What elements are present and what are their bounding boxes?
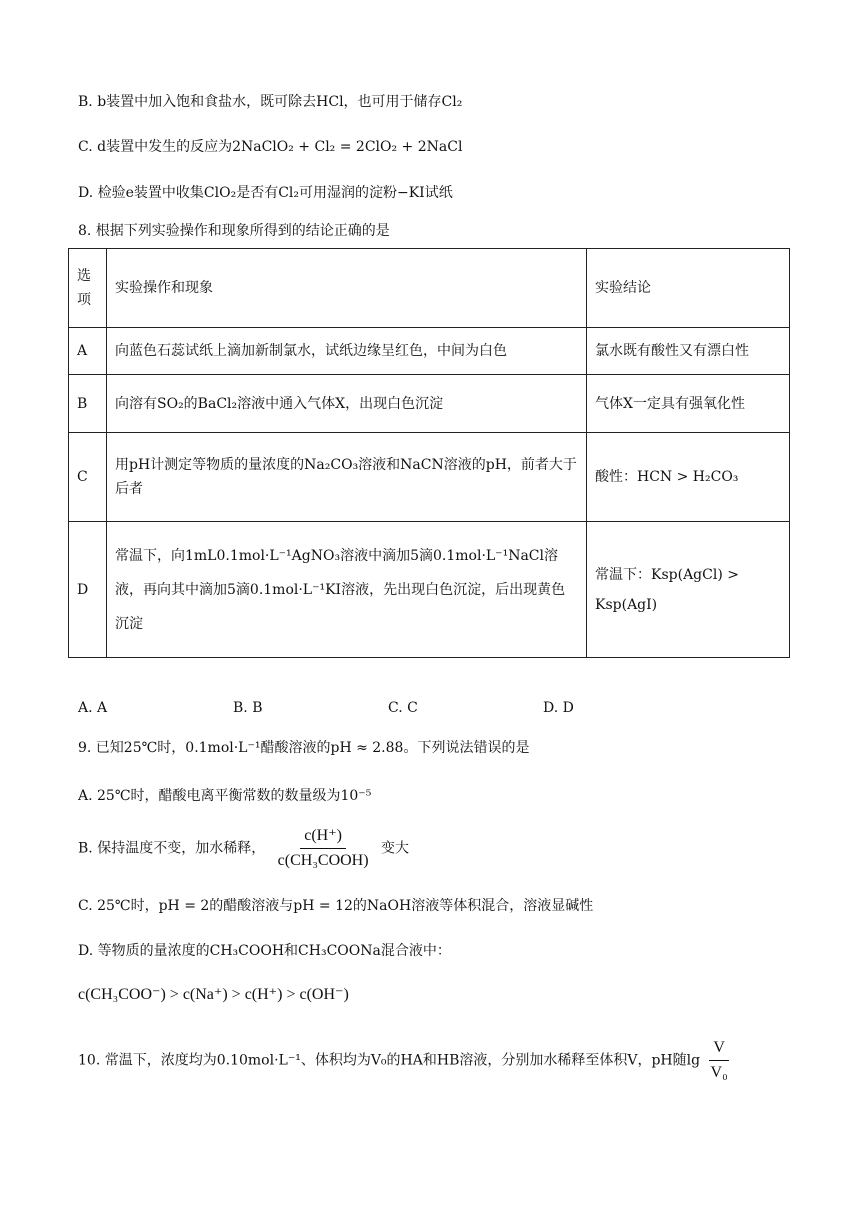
- option-7c: C. d装置中发生的反应为2NaClO₂ + Cl₂ = 2ClO₂ + 2NaCl: [78, 139, 463, 155]
- row-option: A: [69, 328, 107, 375]
- experiment-table: [68, 248, 790, 658]
- option-9b-suffix: 变大: [381, 840, 410, 857]
- row-operation: 用pH计测定等物质的量浓度的Na₂CO₃溶液和NaCN溶液的pH，前者大于后者: [107, 433, 587, 522]
- question-10-text: 10. 常温下，浓度均为0.10mol·L⁻¹、体积均为V₀的HA和HB溶液，分别加水稀释至体积V，pH随lg: [78, 1052, 701, 1069]
- table-header-row: [69, 249, 790, 328]
- option-d[interactable]: D. D: [543, 700, 574, 716]
- option-a[interactable]: A. A: [78, 700, 108, 716]
- volume-ratio: [707, 1038, 732, 1083]
- row-operation: 常温下，向1mL0.1mol·L⁻¹AgNO₃溶液中滴加5滴0.1mol·L⁻¹NaCl溶液，再向其中滴加5滴0.1mol·L⁻¹KI溶液，先出现白色沉淀，后出现黄色沉淀: [107, 522, 587, 658]
- option-9a: A. 25℃时，醋酸电离平衡常数的数量级为10⁻⁵: [78, 788, 372, 804]
- option-9b-prefix: B. 保持温度不变，加水稀释，: [78, 840, 266, 857]
- option-9c: C. 25℃时，pH = 2的醋酸溶液与pH = 12的NaOH溶液等体积混合，溶液显碱性: [78, 898, 594, 914]
- option-7b: B. b装置中加入饱和食盐水，既可除去HCl，也可用于储存Cl₂: [78, 94, 463, 110]
- table-row: [69, 433, 790, 522]
- option-c[interactable]: C. C: [388, 700, 418, 716]
- volume-denominator: V₀: [710, 1064, 728, 1081]
- row-operation: 向溶有SO₂的BaCl₂溶液中通入气体X，出现白色沉淀: [107, 375, 587, 433]
- volume-numerator: V: [709, 1038, 729, 1061]
- question-9-stem: 9. 已知25℃时，0.1mol·L⁻¹醋酸溶液的pH ≈ 2.88。下列说法错误的是: [78, 740, 530, 756]
- row-option: B: [69, 375, 107, 433]
- option-b[interactable]: B. B: [233, 700, 263, 716]
- ratio-numerator: c(H⁺): [300, 826, 346, 849]
- question-8-options: [78, 700, 698, 716]
- row-conclusion: 气体X一定具有强氧化性: [587, 375, 790, 433]
- table-row: [69, 375, 790, 433]
- row-conclusion: 酸性：HCN > H₂CO₃: [587, 433, 790, 522]
- table-row: [69, 328, 790, 375]
- option-9d: D. 等物质的量浓度的CH₃COOH和CH₃COONa混合液中：: [78, 943, 451, 959]
- question-10-stem: [78, 1038, 736, 1083]
- row-option: C: [69, 433, 107, 522]
- table-row: [69, 522, 790, 658]
- ratio-denominator: c(CH₃COOH): [277, 852, 369, 869]
- row-option: D: [69, 522, 107, 658]
- header-option: 选项: [69, 249, 107, 328]
- header-conclusion: 实验结论: [587, 249, 790, 328]
- option-9b: [78, 826, 409, 871]
- row-conclusion: 常温下：Ksp(AgCl) > Ksp(AgI): [587, 522, 790, 658]
- header-operation: 实验操作和现象: [107, 249, 587, 328]
- option-7d: D. 检验e装置中收集ClO₂是否有Cl₂可用湿润的淀粉−KI试纸: [78, 185, 453, 201]
- row-conclusion: 氯水既有酸性又有漂白性: [587, 328, 790, 375]
- concentration-ratio: [274, 826, 373, 871]
- option-9d-expression: c(CH₃COO⁻) > c(Na⁺) > c(H⁺) > c(OH⁻): [78, 986, 349, 1003]
- row-operation: 向蓝色石蕊试纸上滴加新制氯水，试纸边缘呈红色，中间为白色: [107, 328, 587, 375]
- question-8-stem: 8. 根据下列实验操作和现象所得到的结论正确的是: [78, 223, 390, 239]
